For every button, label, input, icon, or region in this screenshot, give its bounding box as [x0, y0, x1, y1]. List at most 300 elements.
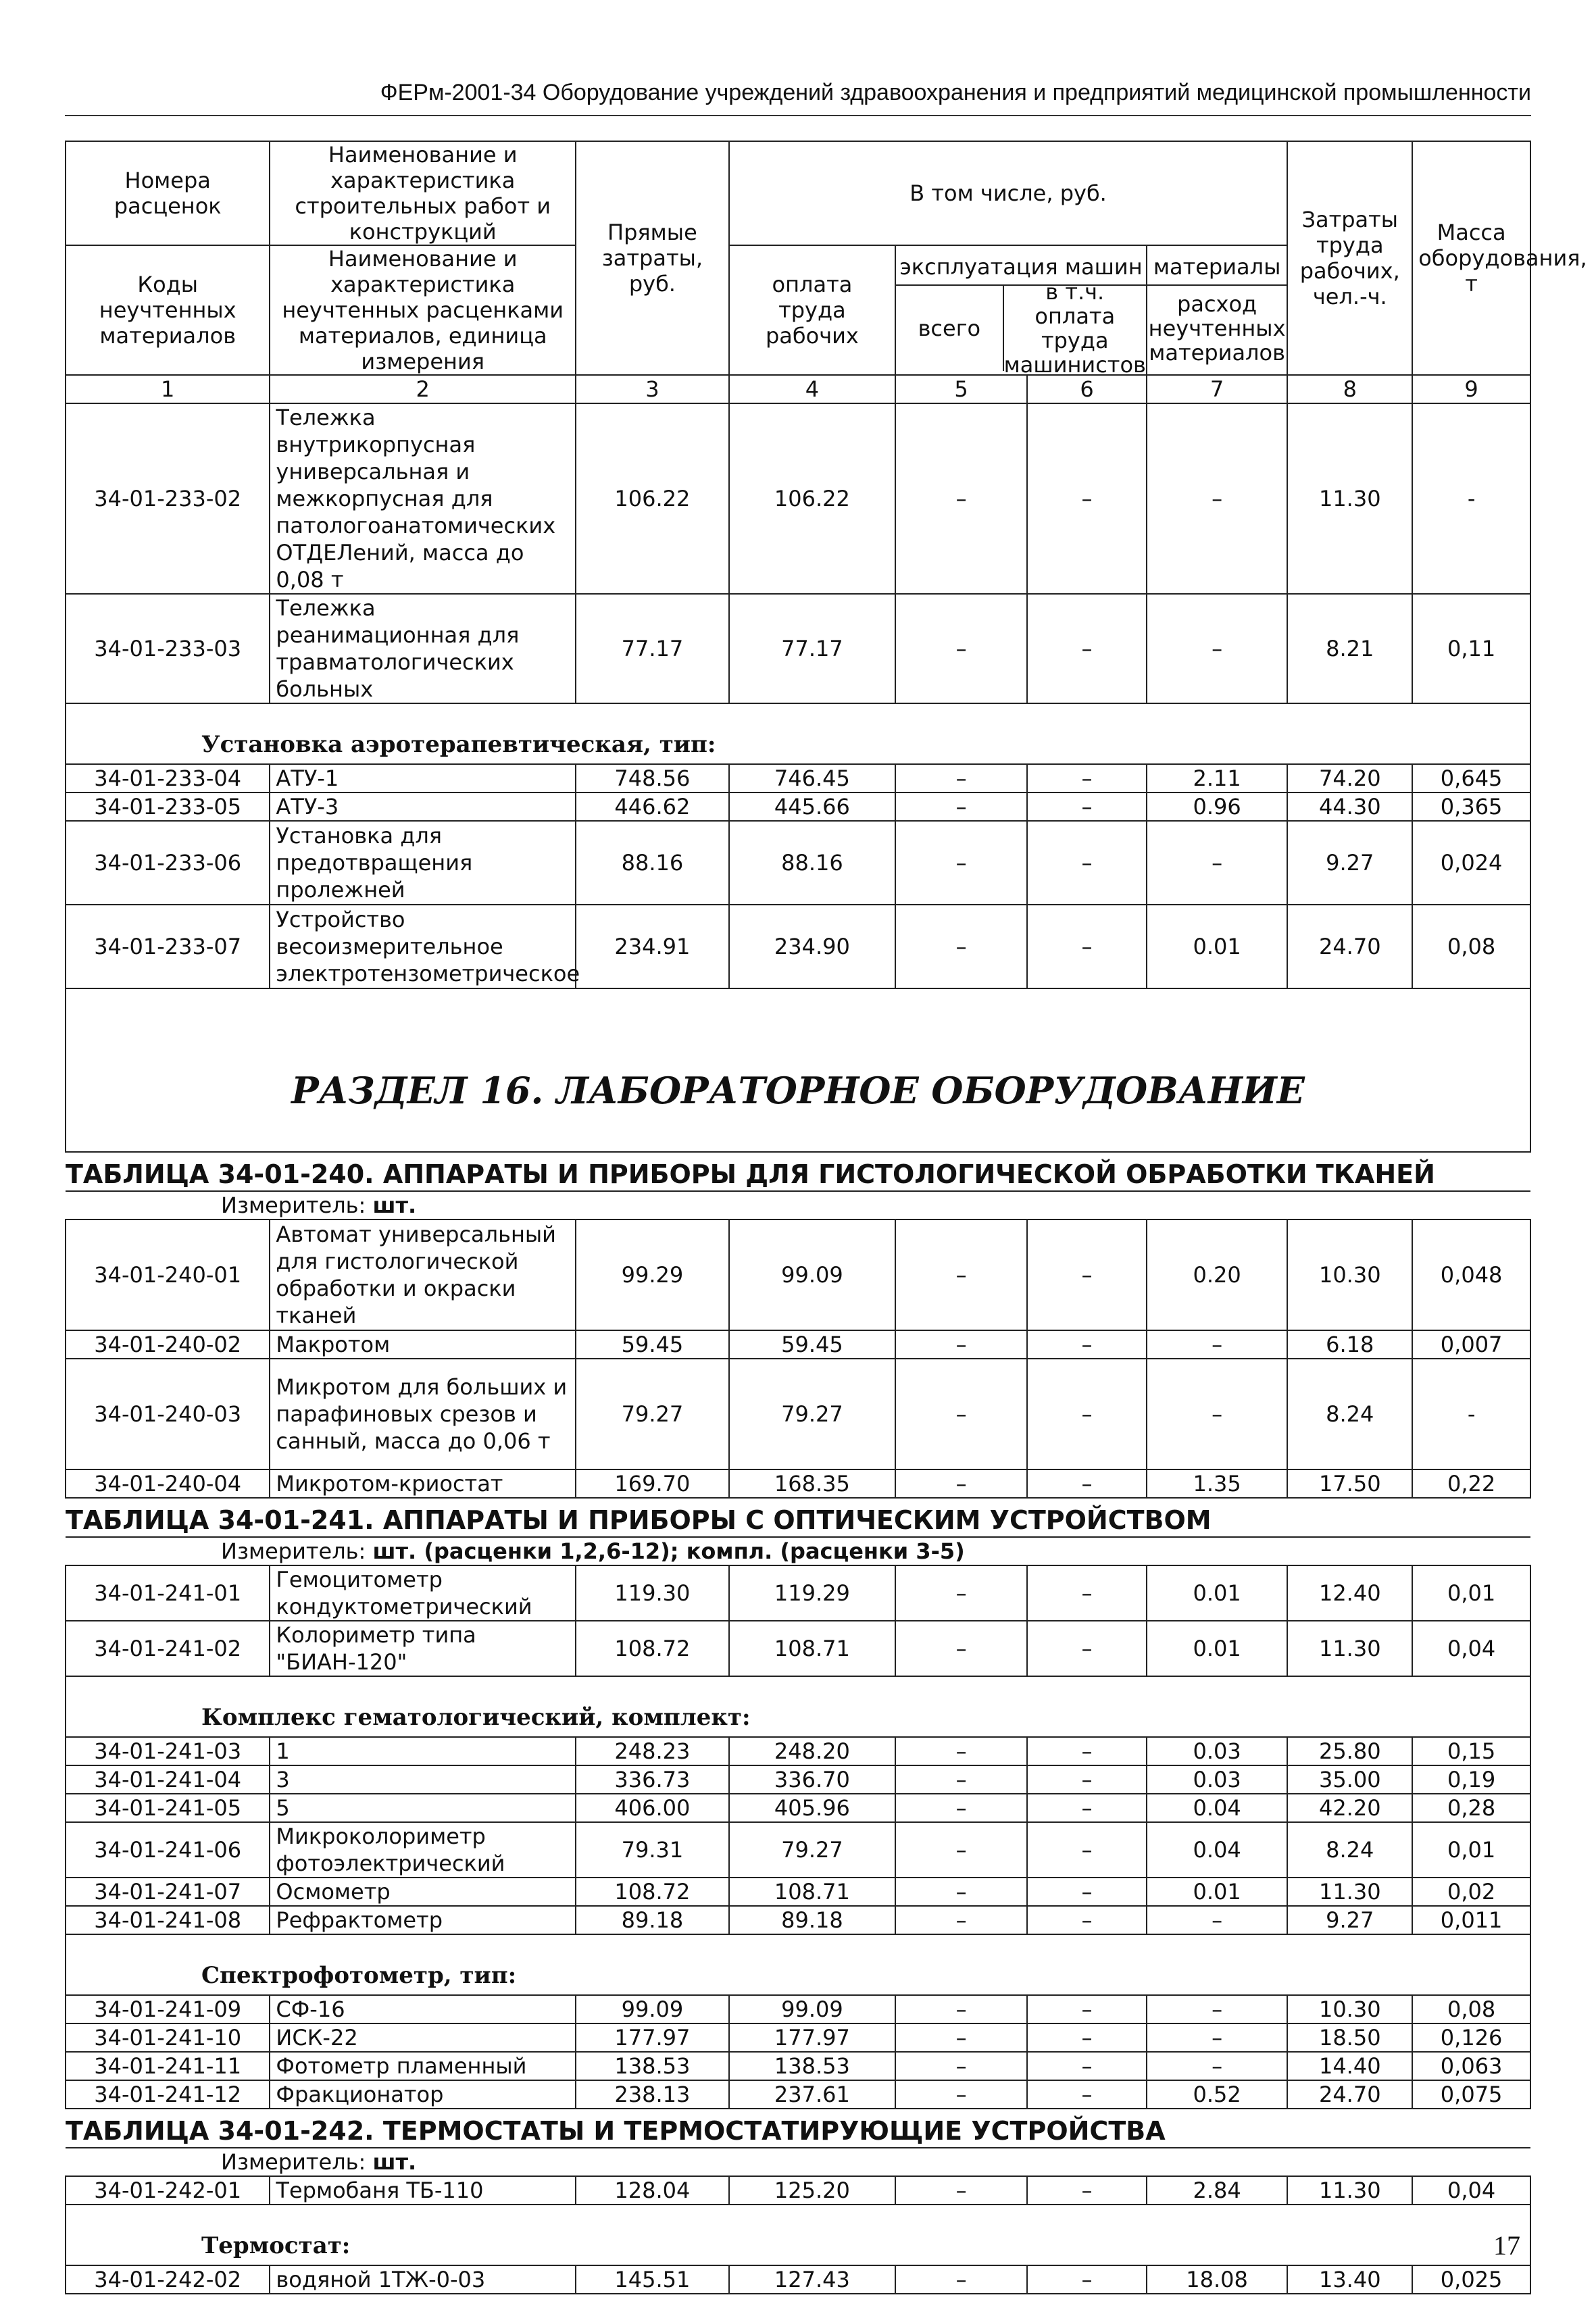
equipment-mass-cell: 0,11 [1412, 594, 1530, 703]
worker-wages-cell: 168.35 [729, 1469, 895, 1498]
table-row [66, 2052, 1530, 2080]
rates-table [65, 141, 1587, 2294]
worker-wages-cell: 88.16 [729, 821, 895, 905]
machines-total-cell: – [895, 793, 1027, 821]
table-row [66, 821, 1530, 905]
unit-240 [66, 1191, 1530, 1219]
direct-costs-cell: 119.30 [576, 1565, 729, 1621]
machines-total-cell: – [895, 403, 1027, 594]
direct-costs-cell: 77.17 [576, 594, 729, 703]
worker-wages-cell: 77.17 [729, 594, 895, 703]
machinist-wages-cell: – [1027, 1822, 1147, 1878]
unaccounted-materials-cell: 0.04 [1147, 1794, 1287, 1822]
unaccounted-materials-cell: 0.04 [1147, 1822, 1287, 1878]
column-number: 4 [729, 375, 895, 403]
machines-total-cell: – [895, 594, 1027, 703]
machines-total-cell: – [895, 905, 1027, 988]
machines-total-cell: – [895, 764, 1027, 793]
rate-code-cell: 34-01-240-04 [66, 1469, 270, 1498]
table-row [66, 1765, 1530, 1794]
work-name-cell: АТУ-1 [270, 764, 576, 793]
unit-row [66, 2148, 1530, 2176]
equipment-mass-cell: 0,28 [1412, 1794, 1530, 1822]
unaccounted-materials-cell: – [1147, 594, 1287, 703]
machinist-wages-cell: – [1027, 793, 1147, 821]
machinist-wages-cell: – [1027, 1995, 1147, 2023]
unaccounted-materials-cell: 0.96 [1147, 793, 1287, 821]
labor-hours-cell: 17.50 [1287, 1469, 1412, 1498]
equipment-mass-cell: - [1412, 1359, 1530, 1469]
table-row [66, 793, 1530, 821]
table-row [66, 1359, 1530, 1469]
equipment-mass-cell: 0,063 [1412, 2052, 1530, 2080]
col-mass-header: Масса оборудования, т [1412, 141, 1530, 375]
unaccounted-materials-cell: 0.03 [1147, 1737, 1287, 1765]
labor-hours-cell: 24.70 [1287, 2080, 1412, 2109]
labor-hours-cell: 24.70 [1287, 905, 1412, 988]
machinist-wages-cell: – [1027, 403, 1147, 594]
machines-total-cell: – [895, 1794, 1027, 1822]
machinist-wages-cell: – [1027, 1878, 1147, 1906]
page-number: 17 [1493, 2230, 1520, 2261]
machinist-wages-cell: – [1027, 905, 1147, 988]
column-number: 8 [1287, 375, 1412, 403]
machines-total-cell: – [895, 2265, 1027, 2294]
col-direct-costs-header: Прямые затраты, руб. [576, 141, 729, 375]
rate-code-cell: 34-01-242-01 [66, 2176, 270, 2205]
worker-wages-cell: 177.97 [729, 2023, 895, 2052]
direct-costs-cell: 177.97 [576, 2023, 729, 2052]
group-heading: Установка аэротерапевтическая, тип: [66, 703, 1530, 764]
worker-wages-cell: 127.43 [729, 2265, 895, 2294]
unit-label: Измеритель: [221, 2149, 366, 2175]
worker-wages-cell: 79.27 [729, 1822, 895, 1878]
machines-total-cell: – [895, 1822, 1027, 1878]
equipment-mass-cell: 0,08 [1412, 1995, 1530, 2023]
rate-code-cell: 34-01-233-02 [66, 403, 270, 594]
unit-value: шт. [372, 2149, 417, 2175]
worker-wages-cell: 59.45 [729, 1330, 895, 1359]
work-name-cell: ИСК-22 [270, 2023, 576, 2052]
worker-wages-cell: 99.09 [729, 1995, 895, 2023]
direct-costs-cell: 169.70 [576, 1469, 729, 1498]
direct-costs-cell: 406.00 [576, 1794, 729, 1822]
work-name-cell: 5 [270, 1794, 576, 1822]
worker-wages-cell: 248.20 [729, 1737, 895, 1765]
work-name-cell: Тележка реанимационная для травматологических больных [270, 594, 576, 703]
unaccounted-materials-cell: 18.08 [1147, 2265, 1287, 2294]
col-unaccounted-materials-header: расход неучтенных материалов [1148, 291, 1286, 366]
labor-hours-cell: 44.30 [1287, 793, 1412, 821]
table-row [66, 1621, 1530, 1676]
direct-costs-cell: 108.72 [576, 1878, 729, 1906]
direct-costs-cell: 446.62 [576, 793, 729, 821]
unit-row [66, 1191, 1530, 1219]
rate-code-cell: 34-01-233-05 [66, 793, 270, 821]
machines-total-cell: – [895, 1765, 1027, 1794]
rate-code-cell: 34-01-241-04 [66, 1765, 270, 1794]
work-name-cell: Микротом-криостат [270, 1469, 576, 1498]
col-wages-header: оплата труда рабочих [729, 245, 895, 375]
table-row [66, 594, 1530, 703]
header-row-1 [66, 141, 1530, 245]
unaccounted-materials-cell: 0.01 [1147, 1565, 1287, 1621]
work-name-cell: 1 [270, 1737, 576, 1765]
worker-wages-cell: 108.71 [729, 1878, 895, 1906]
work-name-cell: 3 [270, 1765, 576, 1794]
unit-label: Измеритель: [221, 1192, 366, 1218]
unaccounted-materials-cell: – [1147, 1995, 1287, 2023]
col-including-header: В том числе, руб. [729, 141, 1288, 245]
table-title-240: ТАБЛИЦА 34-01-240. АППАРАТЫ И ПРИБОРЫ ДЛЯ ГИСТОЛОГИЧЕСКОЙ ОБРАБОТКИ ТКАНЕЙ [66, 1152, 1530, 1191]
labor-hours-cell: 18.50 [1287, 2023, 1412, 2052]
machinist-wages-cell: – [1027, 1621, 1147, 1676]
col-name-header: Наименование и характеристика строительных работ и конструкций [270, 141, 576, 245]
work-name-cell: Рефрактометр [270, 1906, 576, 1934]
col-codes-header: Номера расценок [66, 141, 270, 245]
labor-hours-cell: 8.24 [1287, 1359, 1412, 1469]
group-heading: Комплекс гематологический, комплект: [66, 1676, 1530, 1737]
direct-costs-cell: 248.23 [576, 1737, 729, 1765]
work-name-cell: Устройство весоизмерительное электротензометрическое [270, 905, 576, 988]
machines-total-cell: – [895, 1621, 1027, 1676]
labor-hours-cell: 13.40 [1287, 2265, 1412, 2294]
group-heading-row [66, 2205, 1530, 2265]
rate-code-cell: 34-01-233-07 [66, 905, 270, 988]
machinist-wages-cell: – [1027, 1765, 1147, 1794]
unit-row [66, 1537, 1530, 1565]
machinist-wages-cell: – [1027, 2052, 1147, 2080]
machinist-wages-cell: – [1027, 1359, 1147, 1469]
table-title-241: ТАБЛИЦА 34-01-241. АППАРАТЫ И ПРИБОРЫ С ОПТИЧЕСКИМ УСТРОЙСТВОМ [66, 1498, 1530, 1537]
rate-code-cell: 34-01-241-08 [66, 1906, 270, 1934]
labor-hours-cell: 6.18 [1287, 1330, 1412, 1359]
equipment-mass-cell: 0,048 [1412, 1219, 1530, 1330]
machines-total-cell: – [895, 2176, 1027, 2205]
equipment-mass-cell: 0,02 [1412, 1878, 1530, 1906]
rate-code-cell: 34-01-233-06 [66, 821, 270, 905]
direct-costs-cell: 336.73 [576, 1765, 729, 1794]
group-heading-row [66, 1934, 1530, 1995]
labor-hours-cell: 8.24 [1287, 1822, 1412, 1878]
equipment-mass-cell: 0,04 [1412, 1621, 1530, 1676]
col-labor-header: Затраты труда рабочих, чел.-ч. [1287, 141, 1412, 375]
machines-total-cell: – [895, 1878, 1027, 1906]
work-name-cell: Установка для предотвращения пролежней [270, 821, 576, 905]
equipment-mass-cell: 0,007 [1412, 1330, 1530, 1359]
table-row [66, 1995, 1530, 2023]
labor-hours-cell: 35.00 [1287, 1765, 1412, 1794]
running-header: ФЕРм-2001-34 Оборудование учреждений здравоохранения и предприятий медицинской промышленности [380, 80, 1531, 105]
work-name-cell: Тележка внутрикорпусная универсальная и межкорпусная для патологоанатомических ОТДЕЛений, масса до 0,08 т [270, 403, 576, 594]
machines-total-cell: – [895, 1330, 1027, 1359]
machinist-wages-cell: – [1027, 2080, 1147, 2109]
worker-wages-cell: 79.27 [729, 1359, 895, 1469]
machines-total-cell: – [895, 2080, 1027, 2109]
work-name-cell: Автомат универсальный для гистологической обработки и окраски тканей [270, 1219, 576, 1330]
table-title-242: ТАБЛИЦА 34-01-242. ТЕРМОСТАТЫ И ТЕРМОСТАТИРУЮЩИЕ УСТРОЙСТВА [66, 2109, 1530, 2148]
unaccounted-materials-cell: – [1147, 1906, 1287, 1934]
column-number: 7 [1147, 375, 1287, 403]
table-row [66, 1469, 1530, 1498]
table-row [66, 764, 1530, 793]
unaccounted-materials-cell: 0.01 [1147, 905, 1287, 988]
equipment-mass-cell: 0,08 [1412, 905, 1530, 988]
unaccounted-materials-cell: – [1147, 2023, 1287, 2052]
column-number: 1 [66, 375, 270, 403]
labor-hours-cell: 14.40 [1287, 2052, 1412, 2080]
section-title: РАЗДЕЛ 16. ЛАБОРАТОРНОЕ ОБОРУДОВАНИЕ [66, 988, 1530, 1152]
column-number: 5 [895, 375, 1027, 403]
unaccounted-materials-cell: – [1147, 1359, 1287, 1469]
work-name-cell: АТУ-3 [270, 793, 576, 821]
equipment-mass-cell: 0,024 [1412, 821, 1530, 905]
table-title-row [66, 1498, 1530, 1537]
equipment-mass-cell: 0,011 [1412, 1906, 1530, 1934]
unaccounted-materials-cell: – [1147, 821, 1287, 905]
work-name-cell: Макротом [270, 1330, 576, 1359]
machinist-wages-cell: – [1027, 1330, 1147, 1359]
table-row [66, 1878, 1530, 1906]
worker-wages-cell: 119.29 [729, 1565, 895, 1621]
labor-hours-cell: 11.30 [1287, 1878, 1412, 1906]
rate-code-cell: 34-01-242-02 [66, 2265, 270, 2294]
rate-code-cell: 34-01-240-02 [66, 1330, 270, 1359]
rate-code-cell: 34-01-241-11 [66, 2052, 270, 2080]
col-machines-total-header: всего [896, 286, 1004, 371]
direct-costs-cell: 106.22 [576, 403, 729, 594]
direct-costs-cell: 89.18 [576, 1906, 729, 1934]
rate-code-cell: 34-01-241-09 [66, 1995, 270, 2023]
work-name-cell: Фракционатор [270, 2080, 576, 2109]
equipment-mass-cell: 0,126 [1412, 2023, 1530, 2052]
worker-wages-cell: 445.66 [729, 793, 895, 821]
work-name-cell: СФ-16 [270, 1995, 576, 2023]
machines-total-cell: – [895, 821, 1027, 905]
unaccounted-materials-cell: 0.20 [1147, 1219, 1287, 1330]
rate-code-cell: 34-01-233-04 [66, 764, 270, 793]
col-unaccounted-name-header: Наименование и характеристика неучтенных расценками материалов, единица измерения [270, 245, 576, 375]
direct-costs-cell: 128.04 [576, 2176, 729, 2205]
equipment-mass-cell: 0,04 [1412, 2176, 1530, 2205]
labor-hours-cell: 10.30 [1287, 1995, 1412, 2023]
labor-hours-cell: 9.27 [1287, 1906, 1412, 1934]
group-heading-row [66, 1676, 1530, 1737]
unaccounted-materials-cell: – [1147, 1330, 1287, 1359]
machinist-wages-cell: – [1027, 1906, 1147, 1934]
direct-costs-cell: 88.16 [576, 821, 729, 905]
direct-costs-cell: 234.91 [576, 905, 729, 988]
machinist-wages-cell: – [1027, 594, 1147, 703]
column-number: 6 [1027, 375, 1147, 403]
table-title-row [66, 1152, 1530, 1191]
machines-total-cell: – [895, 1359, 1027, 1469]
group-heading: Термостат: [66, 2205, 1530, 2265]
labor-hours-cell: 42.20 [1287, 1794, 1412, 1822]
machines-total-cell: – [895, 1219, 1027, 1330]
header-rule [65, 115, 1531, 116]
labor-hours-cell: 8.21 [1287, 594, 1412, 703]
table-row [66, 1906, 1530, 1934]
labor-hours-cell: 25.80 [1287, 1737, 1412, 1765]
machinist-wages-cell: – [1027, 2265, 1147, 2294]
equipment-mass-cell: 0,22 [1412, 1469, 1530, 1498]
table-row [66, 2265, 1530, 2294]
rate-code-cell: 34-01-233-03 [66, 594, 270, 703]
rates-sheet [65, 141, 1587, 2294]
col-machinist-wages-header: в т.ч. оплата труда машинистов [1003, 279, 1146, 378]
equipment-mass-cell: 0,01 [1412, 1565, 1530, 1621]
unit-242 [66, 2148, 1530, 2176]
machines-total-cell: – [895, 1995, 1027, 2023]
equipment-mass-cell: 0,01 [1412, 1822, 1530, 1878]
machinist-wages-cell: – [1027, 2176, 1147, 2205]
column-number: 2 [270, 375, 576, 403]
rate-code-cell: 34-01-241-12 [66, 2080, 270, 2109]
machines-total-cell: – [895, 1737, 1027, 1765]
unaccounted-materials-cell: 0.01 [1147, 1878, 1287, 1906]
equipment-mass-cell: 0,15 [1412, 1737, 1530, 1765]
table-row [66, 403, 1530, 594]
machinist-wages-cell: – [1027, 1219, 1147, 1330]
machinist-wages-cell: – [1027, 821, 1147, 905]
work-name-cell: Гемоцитометр кондуктометрический [270, 1565, 576, 1621]
machines-total-cell: – [895, 1906, 1027, 1934]
column-number: 3 [576, 375, 729, 403]
machinist-wages-cell: – [1027, 2023, 1147, 2052]
table-row [66, 1737, 1530, 1765]
machines-total-cell: – [895, 1565, 1027, 1621]
section-heading-row [66, 988, 1530, 1152]
table-row [66, 1330, 1530, 1359]
equipment-mass-cell: - [1412, 403, 1530, 594]
equipment-mass-cell: 0,645 [1412, 764, 1530, 793]
rate-code-cell: 34-01-241-06 [66, 1822, 270, 1878]
direct-costs-cell: 238.13 [576, 2080, 729, 2109]
machinist-wages-cell: – [1027, 1469, 1147, 1498]
rate-code-cell: 34-01-240-03 [66, 1359, 270, 1469]
worker-wages-cell: 99.09 [729, 1219, 895, 1330]
direct-costs-cell: 99.29 [576, 1219, 729, 1330]
col-materials-group [1147, 245, 1287, 375]
labor-hours-cell: 10.30 [1287, 1219, 1412, 1330]
column-number: 9 [1412, 375, 1530, 403]
worker-wages-cell: 138.53 [729, 2052, 895, 2080]
worker-wages-cell: 106.22 [729, 403, 895, 594]
worker-wages-cell: 108.71 [729, 1621, 895, 1676]
work-name-cell: Микроколориметр фотоэлектрический [270, 1822, 576, 1878]
unaccounted-materials-cell: 2.84 [1147, 2176, 1287, 2205]
table-row [66, 1565, 1530, 1621]
work-name-cell: Микротом для больших и парафиновых срезов и санный, масса до 0,06 т [270, 1359, 576, 1469]
table-title-row [66, 2109, 1530, 2148]
equipment-mass-cell: 0,19 [1412, 1765, 1530, 1794]
table-row [66, 2176, 1530, 2205]
work-name-cell: Фотометр пламенный [270, 2052, 576, 2080]
unit-value: шт. (расценки 1,2,6-12); компл. (расценки 3-5) [372, 1538, 965, 1564]
machinist-wages-cell: – [1027, 1737, 1147, 1765]
labor-hours-cell: 12.40 [1287, 1565, 1412, 1621]
unaccounted-materials-cell: – [1147, 403, 1287, 594]
direct-costs-cell: 138.53 [576, 2052, 729, 2080]
worker-wages-cell: 89.18 [729, 1906, 895, 1934]
machinist-wages-cell: – [1027, 1565, 1147, 1621]
rate-code-cell: 34-01-241-01 [66, 1565, 270, 1621]
unaccounted-materials-cell: 0.52 [1147, 2080, 1287, 2109]
labor-hours-cell: 11.30 [1287, 403, 1412, 594]
direct-costs-cell: 79.27 [576, 1359, 729, 1469]
unaccounted-materials-cell: 0.03 [1147, 1765, 1287, 1794]
worker-wages-cell: 234.90 [729, 905, 895, 988]
work-name-cell: водяной 1ТЖ-0-03 [270, 2265, 576, 2294]
table-row [66, 905, 1530, 988]
machinist-wages-cell: – [1027, 1794, 1147, 1822]
machines-total-cell: – [895, 2052, 1027, 2080]
table-row [66, 1219, 1530, 1330]
unit-value: шт. [372, 1192, 417, 1218]
col-materials-header: материалы [1147, 249, 1287, 286]
labor-hours-cell: 11.30 [1287, 1621, 1412, 1676]
machines-total-cell: – [895, 2023, 1027, 2052]
unaccounted-materials-cell: 0.01 [1147, 1621, 1287, 1676]
labor-hours-cell: 74.20 [1287, 764, 1412, 793]
worker-wages-cell: 237.61 [729, 2080, 895, 2109]
direct-costs-cell: 145.51 [576, 2265, 729, 2294]
unit-241 [66, 1537, 1530, 1565]
direct-costs-cell: 79.31 [576, 1822, 729, 1878]
direct-costs-cell: 59.45 [576, 1330, 729, 1359]
rate-code-cell: 34-01-241-10 [66, 2023, 270, 2052]
machinist-wages-cell: – [1027, 764, 1147, 793]
group-heading-row [66, 703, 1530, 764]
work-name-cell: Термобаня ТБ-110 [270, 2176, 576, 2205]
equipment-mass-cell: 0,075 [1412, 2080, 1530, 2109]
table-row [66, 1822, 1530, 1878]
unaccounted-materials-cell: 2.11 [1147, 764, 1287, 793]
col-machines-group [895, 245, 1147, 378]
work-name-cell: Колориметр типа "БИАН-120" [270, 1621, 576, 1676]
worker-wages-cell: 125.20 [729, 2176, 895, 2205]
rate-code-cell: 34-01-241-03 [66, 1737, 270, 1765]
rate-code-cell: 34-01-241-05 [66, 1794, 270, 1822]
rate-code-cell: 34-01-241-02 [66, 1621, 270, 1676]
col-unaccounted-codes-header: Коды неучтенных материалов [66, 245, 270, 375]
col-machines-header: эксплуатация машин [896, 249, 1146, 286]
column-numbers-row [66, 375, 1530, 403]
table-row [66, 1794, 1530, 1822]
worker-wages-cell: 405.96 [729, 1794, 895, 1822]
worker-wages-cell: 746.45 [729, 764, 895, 793]
direct-costs-cell: 748.56 [576, 764, 729, 793]
group-heading: Спектрофотометр, тип: [66, 1934, 1530, 1995]
worker-wages-cell: 336.70 [729, 1765, 895, 1794]
work-name-cell: Осмометр [270, 1878, 576, 1906]
labor-hours-cell: 11.30 [1287, 2176, 1412, 2205]
table-row [66, 2080, 1530, 2109]
equipment-mass-cell: 0,025 [1412, 2265, 1530, 2294]
rate-code-cell: 34-01-241-07 [66, 1878, 270, 1906]
table-row [66, 2023, 1530, 2052]
unit-label: Измеритель: [221, 1538, 366, 1564]
equipment-mass-cell: 0,365 [1412, 793, 1530, 821]
direct-costs-cell: 99.09 [576, 1995, 729, 2023]
unaccounted-materials-cell: 1.35 [1147, 1469, 1287, 1498]
labor-hours-cell: 9.27 [1287, 821, 1412, 905]
direct-costs-cell: 108.72 [576, 1621, 729, 1676]
unaccounted-materials-cell: – [1147, 2052, 1287, 2080]
machines-total-cell: – [895, 1469, 1027, 1498]
rate-code-cell: 34-01-240-01 [66, 1219, 270, 1330]
